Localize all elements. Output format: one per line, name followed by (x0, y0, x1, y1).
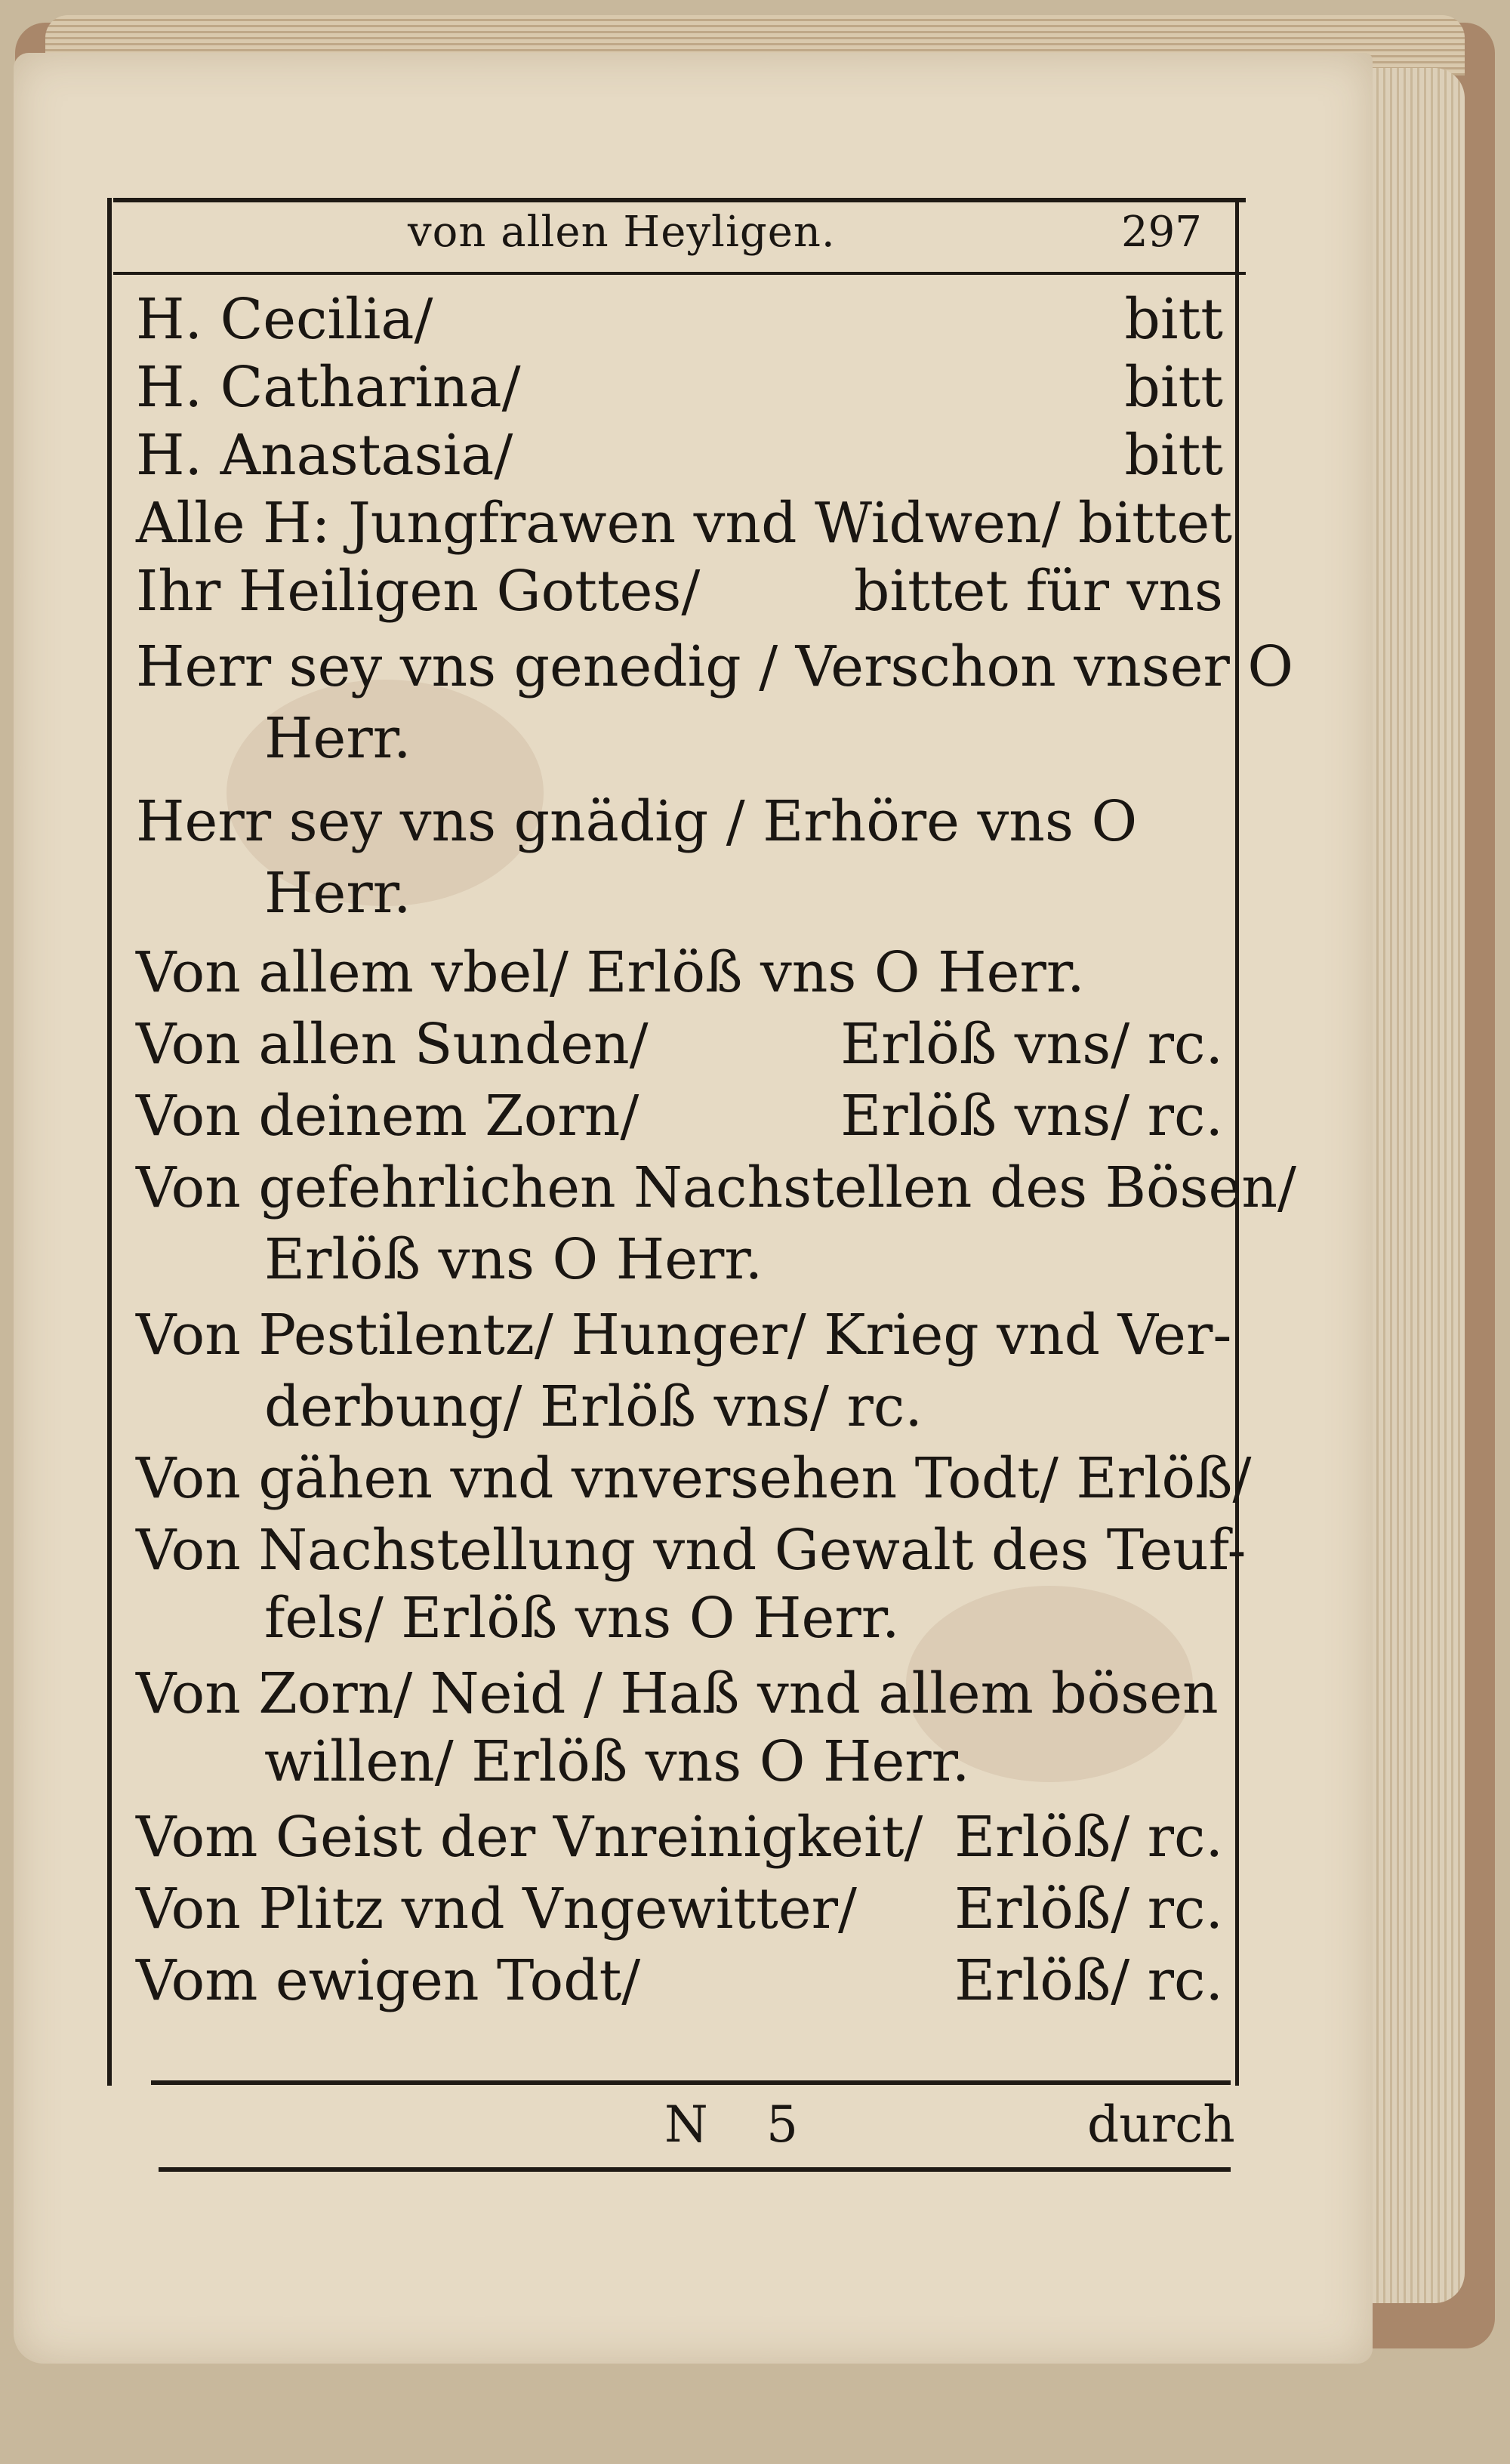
text-line (136, 1084, 1223, 1149)
text-line (136, 1729, 1223, 1794)
line-text: H. Cecilia/ (136, 287, 433, 352)
text-line (136, 634, 1294, 699)
text-line (136, 861, 1223, 926)
signature-number: 5 (766, 2095, 798, 2154)
text-line (136, 1303, 1232, 1368)
line-response: bittet für vns (854, 559, 1223, 624)
line-response: bitt (1124, 355, 1223, 420)
line-text: Von deinem Zorn/ (136, 1084, 639, 1149)
text-line (136, 559, 1223, 624)
line-text: Von gefehrlichen Nachstellen des Bösen/ (136, 1155, 1296, 1220)
line-response: Erlöß/ rc. (954, 1948, 1223, 2013)
signature-mark: N (664, 2095, 708, 2154)
line-text: H. Anastasia/ (136, 423, 513, 488)
text-line (136, 789, 1223, 854)
line-text: willen/ Erlöß vns O Herr. (264, 1729, 970, 1794)
page-number: 297 (1121, 208, 1202, 257)
text-line (136, 1155, 1296, 1220)
line-text: Von allem vbel/ Erlöß vns O Herr. (136, 940, 1085, 1005)
line-text: Erlöß vns O Herr. (264, 1227, 763, 1292)
line-text: Herr sey vns gnädig / Erhöre vns O (136, 789, 1138, 854)
line-response: Erlöß vns/ rc. (840, 1084, 1223, 1149)
line-text: Alle H: Jungfrawen vnd Widwen/ bittet (136, 491, 1233, 556)
text-line (136, 287, 1223, 352)
line-text: Von allen Sunden/ (136, 1012, 649, 1077)
top-rule (113, 198, 1246, 202)
text-line (136, 706, 1223, 771)
line-response: Erlöß/ rc. (954, 1877, 1223, 1941)
line-response: bitt (1124, 423, 1223, 488)
line-response: Erlöß vns/ rc. (840, 1012, 1223, 1077)
text-line (136, 1518, 1247, 1583)
line-text: fels/ Erlöß vns O Herr. (264, 1586, 900, 1651)
line-text: Von Nachstellung vnd Gewalt des Teuf- (136, 1518, 1247, 1583)
line-text: Herr. (264, 861, 411, 926)
line-text: derbung/ Erlöß vns/ rc. (264, 1374, 923, 1439)
catchword: durch (1087, 2095, 1235, 2154)
text-line (136, 1948, 1223, 2013)
line-response: bitt (1124, 287, 1223, 352)
text-line (136, 1227, 1223, 1292)
text-line (136, 1586, 1223, 1651)
text-line (136, 1877, 1223, 1941)
line-text: Ihr Heiligen Gottes/ (136, 559, 701, 624)
text-line (136, 940, 1223, 1005)
line-text: Von Pestilentz/ Hunger/ Krieg vnd Ver- (136, 1303, 1232, 1368)
bottom-rule (151, 2080, 1231, 2085)
line-text: Von Zorn/ Neid / Haß vnd allem bösen (136, 1661, 1219, 1726)
line-text: Von gähen vnd vnversehen Todt/ Erlöß/ (136, 1446, 1252, 1511)
line-text: H. Catharina/ (136, 355, 521, 420)
text-line (136, 355, 1223, 420)
line-response: Erlöß/ rc. (954, 1805, 1223, 1870)
line-text: Herr. (264, 706, 411, 771)
line-text: Von Plitz vnd Vngewitter/ (136, 1877, 857, 1941)
text-line (136, 1805, 1223, 1870)
text-line (136, 1374, 1223, 1439)
line-text: Vom ewigen Todt/ (136, 1948, 641, 2013)
text-line (136, 1012, 1223, 1077)
footer-rule (159, 2167, 1231, 2172)
line-text: Herr sey vns genedig / Verschon vnser O (136, 634, 1294, 699)
header-rule (113, 272, 1246, 275)
running-head: von allen Heyligen. (408, 208, 836, 257)
text-line (136, 1661, 1223, 1726)
text-line (136, 423, 1223, 488)
text-line (136, 1446, 1252, 1511)
line-text: Vom Geist der Vnreinigkeit/ (136, 1805, 923, 1870)
text-line (136, 491, 1233, 556)
